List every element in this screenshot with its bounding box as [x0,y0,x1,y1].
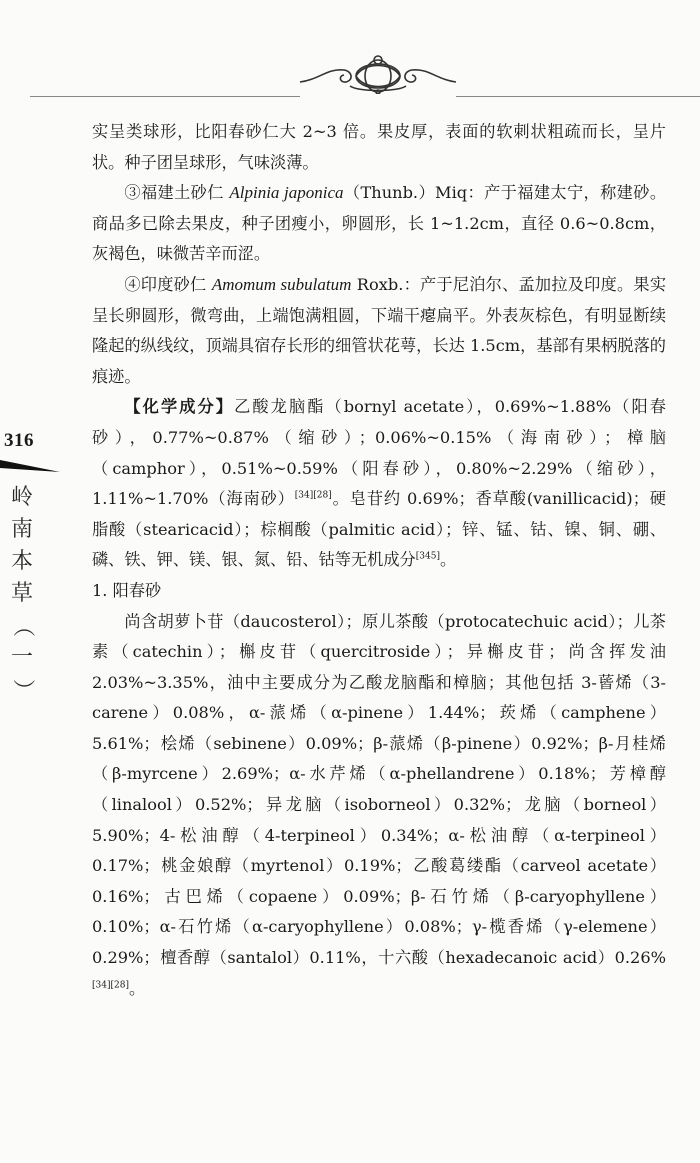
citation-ref: [34][28] [294,490,332,501]
side-title-char: 本 [10,549,33,574]
side-title-char: 草 [10,581,33,606]
chemical-composition-heading: 【化学成分】 [124,397,235,417]
book-side-title [6,482,38,706]
side-title-char: ） [10,678,35,701]
yangchun-constituents-text: 尚含胡萝卜苷（daucosterol）；原儿茶酸（protocatechuic acid）；儿茶素（catechin）；槲皮苷（quercitroside）；异槲皮苷；尚含挥发油 2.03%~3.35%，油中主要成分为乙酸龙脑酯和樟脑；其他包括 3-蒈烯（3-carene）0.08%，α-蒎烯（α-pinene）1.44%；莰烯（camphene）5.61%；桧烯（sebinene）0.09%；β-蒎烯（β-pinene）0.92%；β-月桂烯（β-myrcene）2.69%；α-水芹烯（α-phellandrene）0.18%；芳樟醇（linalool）0.52%；异龙脑（isoborneol）0.32%；龙脑（borneol）5.90%；4-松油醇（4-terpineol）0.34%；α-松油醇（α-terpineol）0.17%；桃金娘醇（myrtenol）0.19%；乙酸葛缕酯（carveol acetate）0.16%；古巴烯（copaene）0.09%；β-石竹烯（β-caryophyllene）0.10%；α-石竹烯（α-caryophyllene）0.08%；γ-榄香烯（γ-elemene）0.29%；檀香醇（santalol）0.11%，十六酸（hexadecanoic acid）0.26% [92,611,666,968]
paragraph-chemical-composition [92,392,666,576]
indian-amomum-text: Roxb.：产于尼泊尔、孟加拉及印度。果实呈长卵圆形，微弯曲，上端饱满粗圆，下端干瘪扁平。外表灰棕色，有明显断续隆起的纵线纹，顶端具宿存长形的细管状花萼，长达 1.5cm，基部有果柄脱落的痕迹。 [92,274,667,386]
paragraph-yangchun-constituents [92,607,666,1005]
paragraph-indian-amomum [92,270,666,392]
chemical-text-part3: 。 [439,550,457,570]
header-rule-right [456,96,700,97]
yangchun-constituents-end: 。 [128,978,146,998]
side-title-char: （ [10,614,35,637]
chemical-text-part1: 乙酸龙脑酯（bornyl acetate），0.69%~1.88%（阳春砂），0.77%~0.87%（缩砂）；0.06%~0.15%（海南砂）；樟脑（camphor），0.51%~0.59%（阳春砂），0.80%~2.29%（缩砂），1.11%~1.70%（海南砂） [92,397,666,509]
side-title-char: 一 [10,645,33,670]
header-rule-left [30,96,300,97]
latin-name-amomum: Amomum subulatum [211,274,352,294]
paragraph-fruit-description: 实呈类球形，比阳春砂仁大 2~3 倍。果皮厚，表面的软刺状粗疏而长，呈片状。种子团呈球形，气味淡薄。 [92,122,666,172]
side-title-char: 南 [10,517,33,542]
indian-amomum-label: ④印度砂仁 [124,274,212,294]
citation-ref: [34][28] [92,980,129,991]
side-title-char: 岭 [10,485,33,510]
chemical-text-part2: 。皂苷约 0.69%；香草酸(vanillicacid)；硬脂酸（stearicacid）；棕榈酸（palmitic acid）；锌、锰、钴、镍、铜、硼、磷、铁、钾、镁、银、氮、铅、钴等无机成分 [92,489,666,570]
paragraph-fujian-amomum [92,178,666,270]
page-number: 316 [4,430,34,451]
citation-ref: [345] [415,551,440,562]
fujian-amomum-text: （Thunb.）Miq：产于福建太宁，称建砂。商品多已除去果皮，种子团瘦小，卵圆形，长 1~1.2cm，直径 0.6~0.8cm，灰褐色，味微苦辛而涩。 [92,183,667,264]
main-text-body [92,117,666,1004]
section-heading-yangchun: 1. 阳春砂 [92,580,162,600]
header-ornament-icon [298,52,458,94]
page-number-marker-icon [0,458,60,478]
latin-name-alpinia: Alpinia japonica [229,183,344,203]
fujian-amomum-label: ③福建土砂仁 [124,183,230,203]
